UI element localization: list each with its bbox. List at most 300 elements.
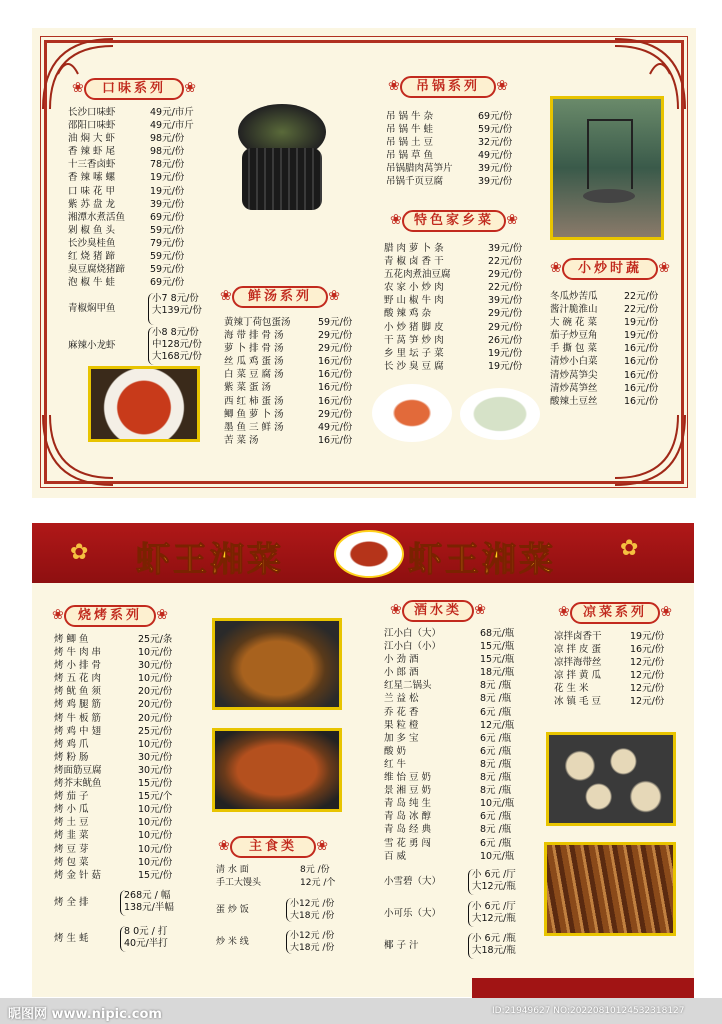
item-name: 烤 牛 肉 串	[54, 647, 102, 659]
item-price: 10元/份	[138, 817, 173, 829]
list-item	[550, 382, 674, 395]
list-item	[68, 250, 208, 263]
list-item	[384, 850, 534, 863]
item-price: 6元 /瓶	[480, 706, 512, 718]
ornament-corner-icon	[38, 34, 118, 114]
item-price: 19元/份	[630, 631, 665, 642]
item-price: 59元/份	[150, 251, 185, 263]
item-price: 8元 /瓶	[480, 680, 512, 692]
item-price: 16元/份	[624, 356, 659, 368]
list-item	[54, 712, 194, 725]
list-item	[54, 738, 194, 751]
list-item	[554, 643, 678, 656]
item-price: 22元/份	[624, 304, 659, 316]
list-item	[224, 368, 368, 381]
list-item	[68, 276, 208, 289]
item-price: 29元/份	[318, 343, 353, 355]
list-item	[384, 797, 534, 810]
xiaochao-list	[550, 290, 674, 408]
list-item	[68, 224, 208, 237]
item-name: 丝 瓜 鸡 蛋 汤	[224, 356, 284, 368]
item-price: 25元/份	[138, 725, 173, 737]
price-brace: 小7 8元/份 大139元/份	[148, 293, 202, 325]
skewers-photo	[544, 842, 676, 936]
grilled-ribs-photo	[212, 728, 342, 812]
item-price: 16元/份	[624, 343, 659, 355]
jiushui-list	[384, 627, 534, 959]
list-item	[550, 342, 674, 355]
list-item	[54, 816, 194, 829]
list-item	[68, 263, 208, 276]
item-name: 加 多 宝	[384, 732, 419, 744]
item-price: 8元 /瓶	[480, 693, 512, 705]
list-item	[550, 395, 674, 408]
item-name: 烤 鸡 腿 筋	[54, 699, 102, 711]
list-item	[224, 342, 368, 355]
list-item	[384, 321, 532, 334]
item-name: 乔 花 香	[384, 706, 419, 718]
ornament-corner-icon	[610, 410, 690, 490]
list-item	[224, 395, 368, 408]
item-name: 黄辣丁荷包蛋汤	[224, 317, 291, 328]
item-price: 16元/份	[624, 395, 659, 407]
item-price: 69元/份	[150, 277, 185, 289]
item-price: 12元/份	[630, 657, 665, 669]
item-price: 22元/份	[624, 291, 659, 302]
item-name: 江小白（大）	[384, 628, 442, 639]
item-name: 红 牛	[384, 758, 407, 770]
item-name: 烤芥末鱿鱼	[54, 778, 102, 790]
item-name: 小 郎 酒	[384, 667, 419, 679]
item-price: 8元 /瓶	[480, 758, 512, 770]
item-name: 青 岛 经 典	[384, 824, 432, 836]
item-price: 19元/份	[624, 317, 659, 329]
list-item	[224, 408, 368, 421]
item-name: 长 沙 臭 豆 腐	[384, 360, 444, 372]
item-name: 烤 韭 菜	[54, 830, 89, 842]
watermark-id: ID:21949627 NO:20220810124532318127	[492, 1006, 685, 1016]
item-name: 大 碗 花 菜	[550, 317, 598, 329]
item-name: 烤 鸡 中 翅	[54, 725, 102, 737]
list-item	[68, 132, 208, 145]
grilled-oysters-photo	[546, 732, 676, 826]
item-price: 6元 /瓶	[480, 837, 512, 849]
list-item	[54, 725, 194, 738]
section-header-xiaochao: ❀ 小炒时蔬 ❀	[562, 258, 658, 280]
section-header-zhushi: ❀ 主食类 ❀	[230, 836, 316, 858]
kouwei-list	[68, 106, 208, 365]
list-item	[68, 145, 208, 158]
item-price: 15元/个	[138, 791, 173, 803]
item-price: 8元 /瓶	[480, 772, 512, 784]
list-item	[384, 692, 534, 705]
item-name: 紫 苏 盘 龙	[68, 198, 116, 210]
item-price: 19元/份	[488, 360, 523, 372]
list-item	[554, 630, 678, 643]
list-item: 椰 子 汁 小 6元 /瓶 大18元/瓶	[384, 933, 534, 959]
item-price: 59元/份	[478, 124, 513, 136]
list-item	[384, 347, 532, 360]
item-price: 32元/份	[478, 137, 513, 149]
item-price: 8元 /份	[300, 865, 330, 875]
list-item	[554, 656, 678, 669]
list-item: 小雪碧（大） 小 6元 /厅 大12元/瓶	[384, 869, 534, 895]
item-name: 烤 包 菜	[54, 856, 89, 868]
list-item	[550, 329, 674, 342]
list-item	[386, 175, 522, 188]
item-price: 19元/份	[150, 185, 185, 197]
item-name: 清炒小白菜	[550, 356, 598, 368]
list-item	[550, 303, 674, 316]
item-price: 10元/份	[138, 738, 173, 750]
item-name: 吊 锅 草 鱼	[386, 150, 434, 162]
item-name: 红星二锅头	[384, 680, 432, 692]
list-item	[68, 198, 208, 211]
list-item	[384, 268, 532, 281]
item-name: 白 菜 豆 腐 汤	[224, 369, 284, 381]
list-item	[384, 360, 532, 373]
fish-soup-photo	[460, 388, 540, 440]
list-item: 烤 全 排 268元 / 幅 138元/半幅	[54, 890, 194, 916]
item-name: 湘潭水煮活鱼	[68, 211, 126, 223]
item-price: 26元/份	[488, 334, 523, 346]
item-name: 烤面筋豆腐	[54, 764, 102, 776]
list-item	[554, 669, 678, 682]
item-price: 98元/份	[150, 133, 185, 145]
item-name: 吊锅腊肉莴笋片	[386, 163, 453, 175]
restaurant-title-right: 虾王湘菜	[408, 540, 556, 580]
list-item: 炒 米 线 小12元 /份 大18元 /份	[216, 931, 335, 954]
item-name: 油 焖 大 虾	[68, 133, 116, 145]
bottom-strip	[472, 978, 694, 998]
list-item	[384, 758, 534, 771]
item-name: 酸辣土豆丝	[550, 395, 598, 407]
list-item	[224, 381, 368, 394]
item-name: 维 怡 豆 奶	[384, 772, 432, 784]
item-price: 20元/份	[138, 712, 173, 724]
item-price: 49元/市斤	[150, 107, 194, 118]
item-name: 烤 豆 芽	[54, 843, 89, 855]
section-header-liangcai: ❀ 凉菜系列 ❀	[570, 602, 660, 624]
item-name: 苦 菜 汤	[224, 434, 259, 446]
item-name: 烤 鲫 鱼	[54, 634, 89, 645]
item-price: 12元/份	[630, 670, 665, 682]
item-price: 6元 /瓶	[480, 732, 512, 744]
item-name: 清 水 面	[216, 865, 249, 875]
list-item	[384, 732, 534, 745]
item-price: 98元/份	[150, 146, 185, 158]
list-item	[384, 334, 532, 347]
item-price: 10元/瓶	[480, 850, 515, 862]
item-name: 手 撕 包 菜	[550, 343, 598, 355]
list-item	[386, 149, 522, 162]
item-price: 25元/条	[138, 634, 173, 645]
list-item	[224, 421, 368, 434]
item-price: 10元/瓶	[480, 798, 515, 810]
list-item	[68, 171, 208, 184]
list-item	[54, 790, 194, 803]
item-name: 烤 茄 子	[54, 791, 89, 803]
list-item	[384, 837, 534, 850]
list-item	[384, 281, 532, 294]
item-name: 长沙口味虾	[68, 107, 116, 118]
item-name: 西 红 柿 蛋 汤	[224, 395, 284, 407]
item-price: 22元/份	[488, 282, 523, 294]
list-item	[54, 646, 194, 659]
list-item	[554, 695, 678, 708]
list-item: 烤 生 蚝 8 0元 / 打 40元/半打	[54, 926, 194, 952]
item-price: 68元/瓶	[480, 628, 515, 639]
list-item	[554, 682, 678, 695]
list-item	[54, 869, 194, 882]
banner-dish-photo	[334, 530, 404, 578]
item-price: 10元/份	[138, 804, 173, 816]
item-name: 紫 菜 蛋 汤	[224, 382, 272, 394]
list-item	[384, 810, 534, 823]
list-item	[386, 136, 522, 149]
liangcai-list	[554, 630, 678, 709]
item-price: 15元/瓶	[480, 641, 515, 653]
list-item	[224, 355, 368, 368]
list-item	[224, 329, 368, 342]
item-price: 10元/份	[138, 830, 173, 842]
item-name: 茄子炒豆角	[550, 330, 598, 342]
shrimp-plate-photo	[372, 384, 452, 442]
item-name: 小 炒 猪 脚 皮	[384, 321, 444, 333]
item-name: 邵阳口味虾	[68, 120, 116, 132]
list-item	[54, 764, 194, 777]
item-price: 29元/份	[488, 269, 523, 281]
list-item	[216, 864, 366, 877]
section-header-kouwei: ❀ 口味系列 ❀	[84, 78, 184, 100]
item-name: 雪 花 勇 闯	[384, 837, 432, 849]
shaokao-list	[54, 633, 194, 952]
item-price: 16元/份	[318, 395, 353, 407]
zhushi-list	[216, 864, 366, 954]
item-price: 30元/份	[138, 751, 173, 763]
list-item	[386, 123, 522, 136]
item-name: 冬瓜炒苦瓜	[550, 291, 598, 302]
item-name: 清炒莴笋丝	[550, 382, 598, 394]
list-item	[54, 856, 194, 869]
section-header-jiaxiang: ❀ 特色家乡菜 ❀	[402, 210, 506, 232]
list-item	[68, 119, 208, 132]
list-item	[384, 242, 532, 255]
item-name: 烤 五 花 肉	[54, 673, 102, 685]
item-name: 乡 里 坛 子 菜	[384, 347, 444, 359]
list-item	[386, 110, 522, 123]
item-price: 10元/份	[138, 673, 173, 685]
item-name: 吊 锅 牛 杂	[386, 111, 434, 122]
price-brace: 小8 8元/份 中128元/份 大168元/份	[148, 327, 202, 365]
item-name: 萝 卜 排 骨 汤	[224, 343, 284, 355]
list-item	[224, 316, 368, 329]
item-name: 凉 拌 黄 瓜	[554, 670, 602, 682]
list-item	[54, 803, 194, 816]
item-name: 烤 小 排 骨	[54, 660, 102, 672]
item-name: 烤 鸡 爪	[54, 738, 89, 750]
item-price: 49元/份	[318, 421, 353, 433]
item-name: 江小白（小）	[384, 641, 442, 653]
item-name: 烤 粉 肠	[54, 751, 89, 763]
list-item	[550, 369, 674, 382]
price-brace: 小12元 /份 大18元 /份	[286, 930, 334, 954]
item-price: 16元/份	[630, 644, 665, 656]
item-name: 青 椒 卤 香 干	[384, 256, 444, 268]
item-name: 花 生 米	[554, 683, 589, 695]
list-item	[384, 719, 534, 732]
item-price: 29元/份	[318, 330, 353, 342]
item-price: 16元/份	[318, 382, 353, 394]
item-price: 22元/份	[488, 256, 523, 268]
item-name: 小 劲 酒	[384, 654, 419, 666]
item-name: 凉拌卤香干	[554, 631, 602, 642]
list-item	[386, 162, 522, 175]
item-name: 酸 辣 鸡 杂	[384, 308, 432, 320]
item-price: 15元/份	[138, 778, 173, 790]
list-item	[54, 659, 194, 672]
item-name: 冰 镇 毛 豆	[554, 696, 602, 708]
item-price: 29元/份	[488, 321, 523, 333]
item-price: 69元/份	[150, 211, 185, 223]
list-item	[550, 355, 674, 368]
item-price: 29元/份	[318, 408, 353, 420]
item-price: 15元/瓶	[480, 654, 515, 666]
list-item	[216, 877, 366, 890]
item-name: 烤 牛 板 筋	[54, 712, 102, 724]
list-item	[54, 633, 194, 646]
item-price: 69元/份	[478, 111, 513, 122]
item-price: 12元/份	[630, 696, 665, 708]
list-item	[384, 627, 534, 640]
list-item: 麻辣小龙虾 小8 8元/份 中128元/份 大168元/份	[68, 327, 208, 365]
item-name: 口 味 花 甲	[68, 185, 116, 197]
list-item	[224, 434, 368, 447]
watermark-logo: 昵图网 www.nipic.com	[8, 1007, 162, 1022]
item-name: 墨 鱼 三 鲜 汤	[224, 421, 284, 433]
list-item	[384, 255, 532, 268]
item-price: 20元/份	[138, 699, 173, 711]
section-header-diaoguo: ❀ 吊锅系列 ❀	[400, 76, 496, 98]
item-price: 59元/份	[150, 224, 185, 236]
item-name: 果 粒 橙	[384, 719, 419, 731]
item-name: 泡 椒 牛 蛙	[68, 277, 116, 289]
grilled-wings-photo	[212, 618, 342, 710]
list-item	[384, 771, 534, 784]
list-item: 小可乐（大） 小 6元 /厅 大12元/瓶	[384, 901, 534, 927]
item-price: 12元/瓶	[480, 719, 515, 731]
list-item	[384, 653, 534, 666]
section-header-jiushui: ❀ 酒水类 ❀	[402, 600, 474, 622]
item-price: 19元/份	[624, 330, 659, 342]
item-price: 59元/份	[150, 264, 185, 276]
list-item	[54, 829, 194, 842]
list-item	[384, 294, 532, 307]
item-price: 10元/份	[138, 843, 173, 855]
item-price: 18元/瓶	[480, 667, 515, 679]
item-price: 39元/份	[150, 198, 185, 210]
item-name: 烤 金 针 菇	[54, 869, 102, 881]
list-item: 蛋 炒 饭 小12元 /份 大18元 /份	[216, 899, 335, 922]
item-name: 手工大馒头	[216, 878, 262, 889]
item-name: 十三香卤虾	[68, 159, 116, 171]
list-item	[68, 211, 208, 224]
xiantang-list	[224, 316, 368, 447]
list-item	[68, 158, 208, 171]
list-item	[54, 685, 194, 698]
item-name: 长沙臭桂鱼	[68, 237, 116, 249]
diaoguo-list	[386, 110, 522, 189]
item-name: 青 岛 冰 醇	[384, 811, 432, 823]
item-name: 酱汁脆淮山	[550, 304, 598, 316]
price-brace: 小12元 /份 大18元 /份	[286, 898, 334, 922]
item-name: 兰 益 松	[384, 693, 419, 705]
list-item	[384, 745, 534, 758]
item-price: 30元/份	[138, 660, 173, 672]
item-price: 39元/份	[488, 243, 523, 254]
item-price: 16元/份	[624, 382, 659, 394]
item-name: 清炒莴笋尖	[550, 369, 598, 381]
restaurant-title-left: 虾王湘菜	[136, 540, 284, 580]
list-item	[384, 666, 534, 679]
item-price: 78元/份	[150, 159, 185, 171]
list-item	[384, 307, 532, 320]
item-price: 10元/份	[138, 856, 173, 868]
price-brace: 8 0元 / 打 40元/半打	[120, 926, 168, 952]
item-price: 39元/份	[488, 295, 523, 307]
item-price: 8元 /瓶	[480, 785, 512, 797]
item-name: 香 辣 虾 尾	[68, 146, 116, 158]
section-header-shaokao: ❀ 烧烤系列 ❀	[64, 605, 156, 627]
list-item	[68, 237, 208, 250]
item-name: 景 湘 豆 奶	[384, 785, 432, 797]
section-header-xiantang: ❀ 鲜汤系列 ❀	[232, 286, 328, 308]
hanging-pot-photo	[550, 96, 664, 240]
item-price: 39元/份	[478, 176, 513, 188]
item-name: 酸 奶	[384, 745, 407, 757]
list-item	[54, 777, 194, 790]
list-item: 青椒焖甲鱼 小7 8元/份 大139元/份	[68, 293, 208, 325]
item-price: 19元/份	[150, 172, 185, 184]
list-item	[384, 784, 534, 797]
flower-icon: ✿	[70, 540, 89, 565]
list-item	[384, 823, 534, 836]
item-price: 30元/份	[138, 764, 173, 776]
list-item	[384, 706, 534, 719]
item-price: 12元/份	[630, 683, 665, 695]
price-brace: 小 6元 /瓶 大18元/瓶	[468, 933, 516, 959]
item-name: 凉拌海带丝	[554, 657, 602, 669]
item-price: 6元 /瓶	[480, 745, 512, 757]
jiaxiang-list	[384, 242, 532, 373]
item-price: 16元/份	[318, 434, 353, 446]
item-name: 剁 椒 鱼 头	[68, 224, 116, 236]
item-name: 香 辣 嗦 螺	[68, 172, 116, 184]
item-name: 野 山 椒 牛 肉	[384, 295, 444, 307]
item-name: 红 烧 猪 蹄	[68, 251, 116, 263]
item-price: 16元/份	[318, 369, 353, 381]
item-name: 五花肉煮油豆腐	[384, 269, 451, 281]
item-price: 15元/份	[138, 869, 173, 881]
item-price: 79元/份	[150, 237, 185, 249]
price-brace: 小 6元 /厅 大12元/瓶	[468, 869, 516, 895]
crayfish-photo	[88, 366, 200, 442]
list-item	[68, 106, 208, 119]
list-item	[384, 679, 534, 692]
list-item	[68, 185, 208, 198]
item-name: 烤 小 瓜	[54, 804, 89, 816]
item-price: 10元/份	[138, 647, 173, 659]
